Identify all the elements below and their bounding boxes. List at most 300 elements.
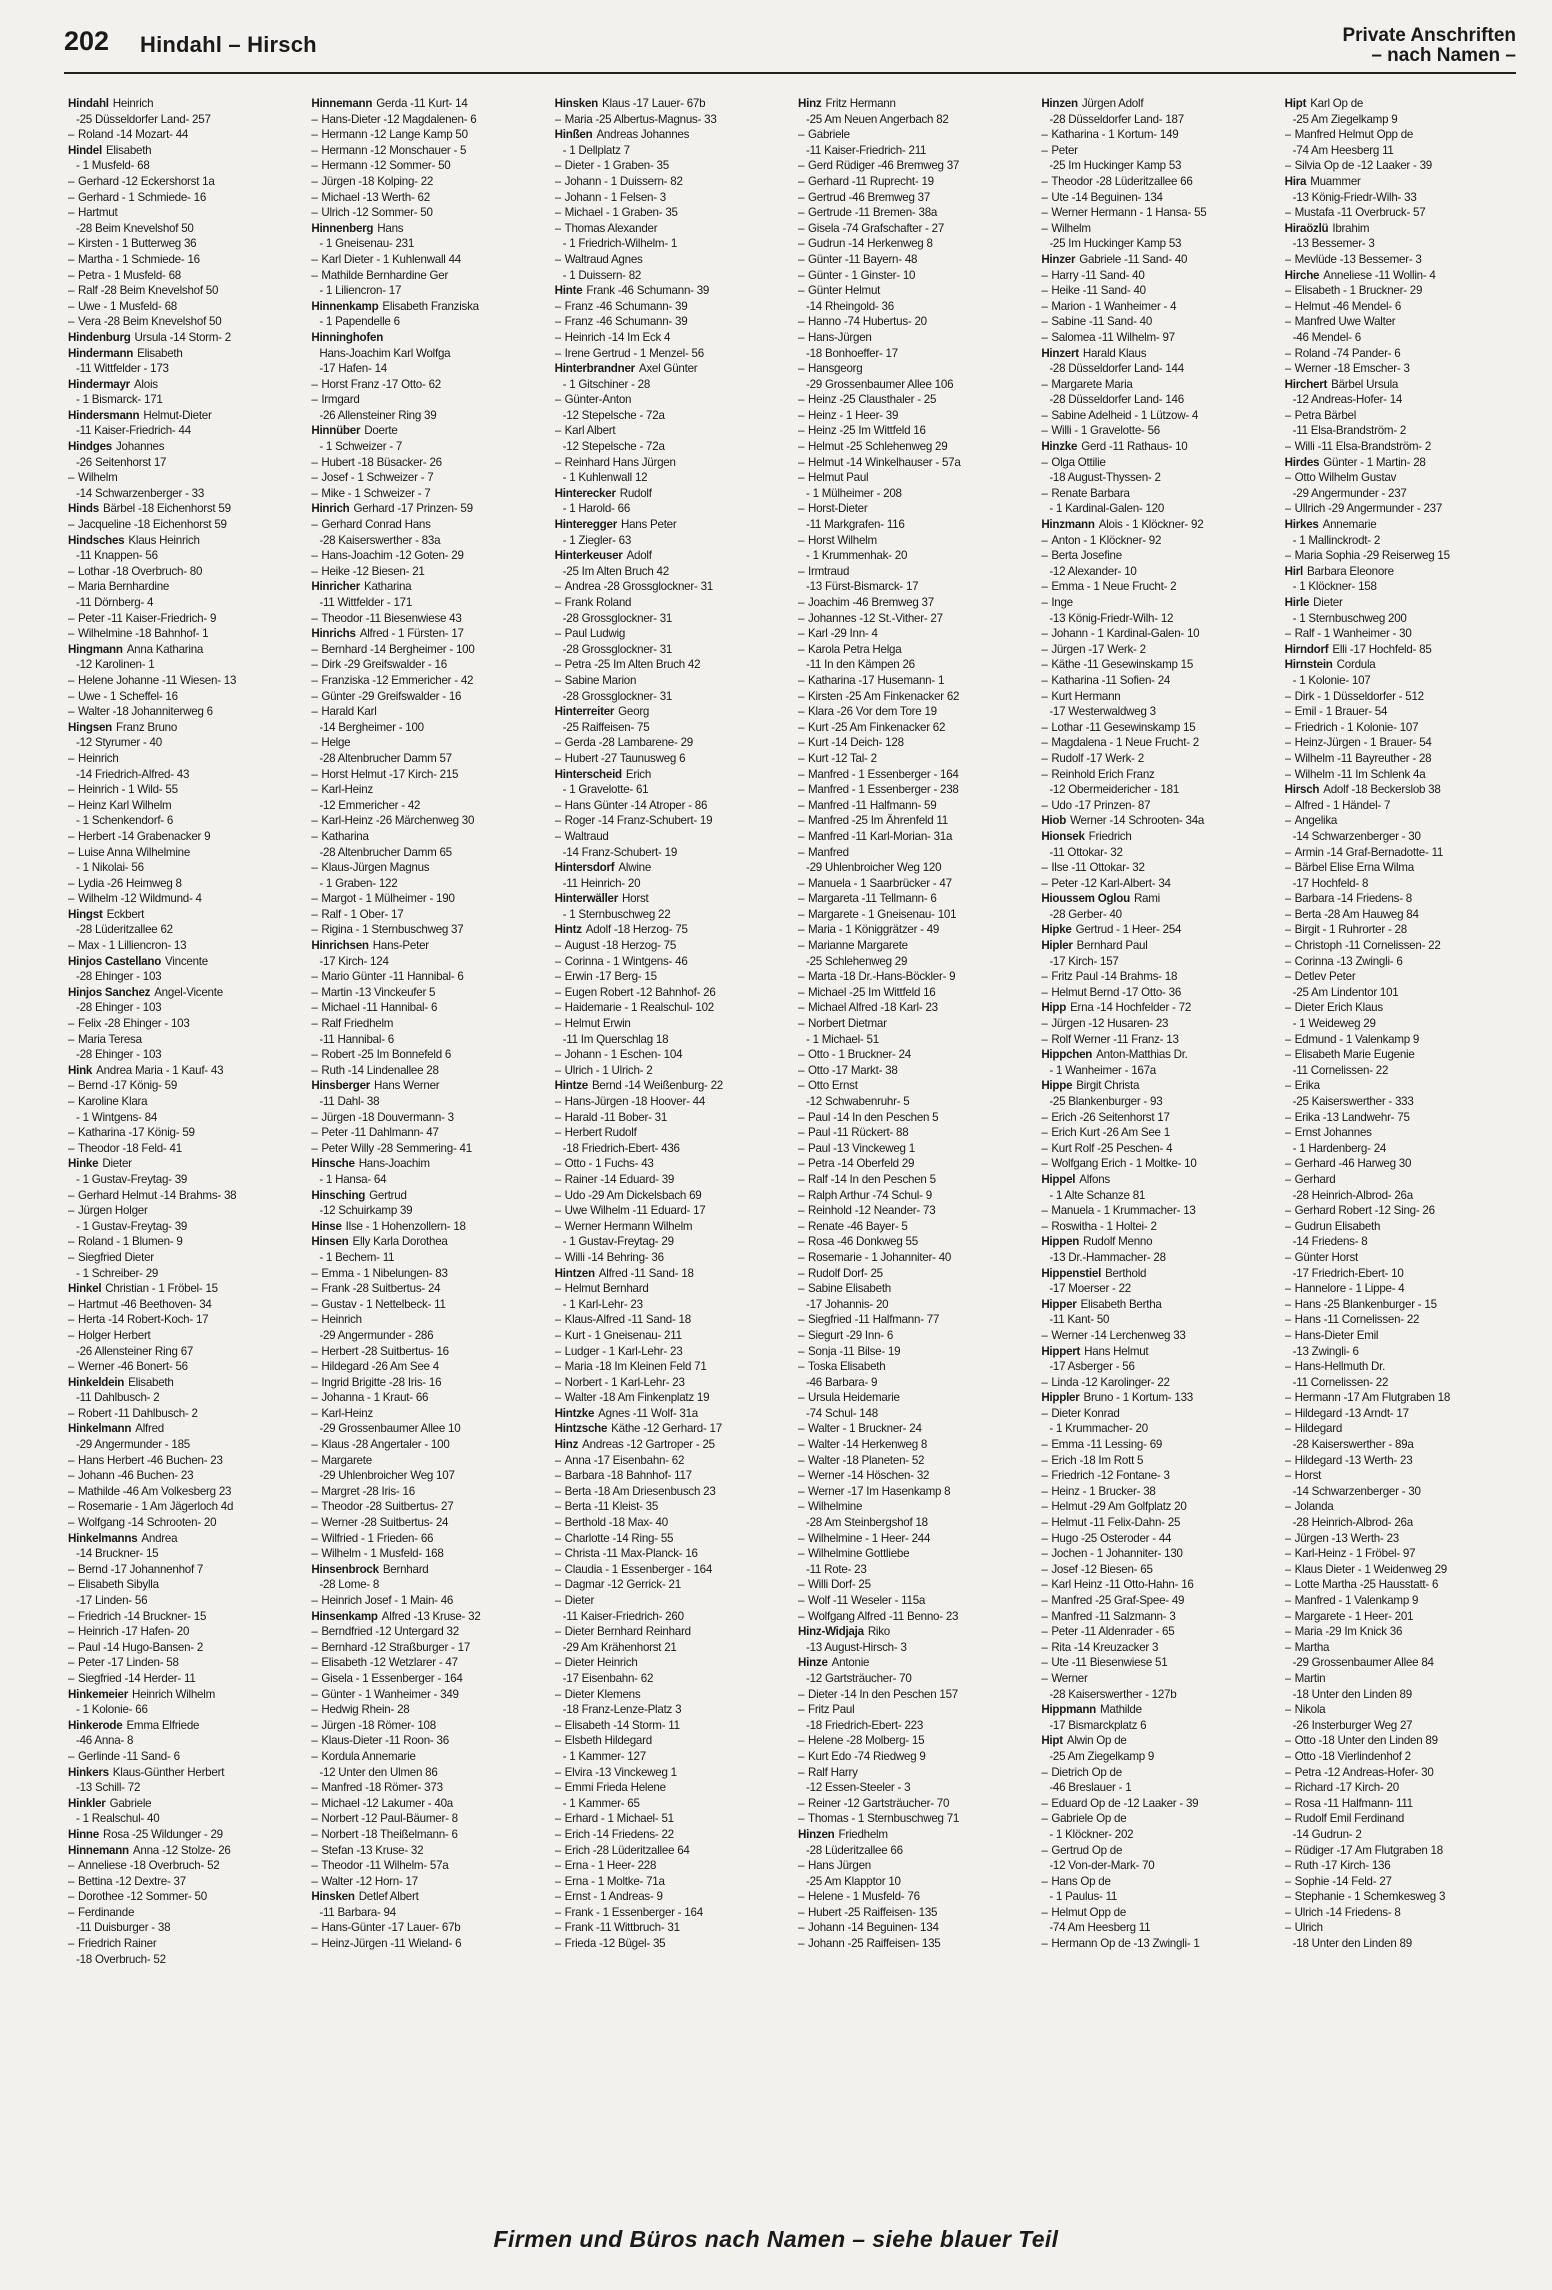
person-entry bbox=[555, 1390, 786, 1406]
dash-marker: – bbox=[1284, 1890, 1291, 1904]
dash-marker: – bbox=[311, 1063, 318, 1077]
entry-text: Berthold bbox=[1105, 1266, 1147, 1280]
dash-marker: – bbox=[554, 393, 561, 407]
entry-text: Heinrich bbox=[321, 1313, 362, 1327]
dash-marker: – bbox=[1284, 1921, 1291, 1935]
address-line: -25 Am Ziegelkamp 9 bbox=[1049, 1749, 1155, 1763]
address-line: -28 Heinrich-Albrod- 26a bbox=[1292, 1188, 1413, 1202]
person-entry bbox=[311, 1655, 542, 1671]
surname-entry bbox=[311, 1889, 542, 1905]
dash-marker: – bbox=[68, 1874, 75, 1888]
dash-marker: – bbox=[1284, 970, 1291, 984]
address-line: -28 Kaiserswerther - 127b bbox=[1049, 1687, 1177, 1701]
entry-text: Margarete - 1 Heer- 201 bbox=[1294, 1609, 1414, 1623]
dash-marker: – bbox=[1041, 1547, 1048, 1561]
entry-text: Erwin -17 Berg- 15 bbox=[564, 970, 657, 984]
person-entry bbox=[311, 1047, 542, 1063]
dash-marker: – bbox=[1041, 1562, 1048, 1576]
address-line: - 1 Papendelle 6 bbox=[319, 315, 400, 329]
dash-marker: – bbox=[311, 252, 318, 266]
entry-text: Peter -17 Linden- 58 bbox=[78, 1656, 179, 1670]
dash-marker: – bbox=[1041, 1609, 1048, 1623]
dash-marker: – bbox=[797, 1703, 805, 1717]
person-entry bbox=[1285, 1874, 1516, 1890]
person-entry bbox=[311, 922, 542, 938]
entry-text: Otto Wilhelm Gustav bbox=[1294, 471, 1397, 485]
surname: Hirkes bbox=[1284, 518, 1319, 532]
address-line: -17 Westerwaldweg 3 bbox=[1049, 705, 1156, 719]
person-entry bbox=[68, 611, 299, 627]
person-entry bbox=[311, 1125, 542, 1141]
address-line: - 1 Alte Schanze 81 bbox=[1049, 1188, 1146, 1202]
person-entry bbox=[798, 1531, 1029, 1547]
person-entry bbox=[1285, 1359, 1516, 1375]
dash-marker: – bbox=[797, 564, 805, 578]
person-entry bbox=[311, 1016, 542, 1032]
entry-text: Franz -46 Schumann- 39 bbox=[564, 299, 688, 313]
dash-marker: – bbox=[1041, 284, 1048, 298]
person-entry bbox=[311, 1344, 542, 1360]
dash-marker: – bbox=[797, 1328, 805, 1342]
entry-text: Bärbel Ursula bbox=[1331, 377, 1399, 391]
entry-text: Andreas -12 Gartroper - 25 bbox=[582, 1438, 715, 1452]
entry-text: Robert -25 Im Bonnefeld 6 bbox=[321, 1048, 452, 1062]
dash-marker: – bbox=[68, 1516, 75, 1530]
surname: Hingmann bbox=[68, 642, 123, 656]
entry-text: Theodor -28 Suitbertus- 27 bbox=[321, 1500, 454, 1514]
dash-marker: – bbox=[68, 174, 75, 188]
surname: Hindermayr bbox=[68, 377, 130, 391]
surname-entry bbox=[68, 907, 299, 923]
person-entry bbox=[555, 190, 786, 206]
dash-marker: – bbox=[554, 1204, 561, 1218]
person-entry bbox=[311, 1702, 542, 1718]
surname: Hinninghofen bbox=[311, 330, 384, 344]
dash-marker: – bbox=[554, 206, 561, 220]
surname-entry bbox=[68, 1765, 299, 1781]
dash-marker: – bbox=[68, 1640, 75, 1654]
entry-text: Uwe - 1 Musfeld- 68 bbox=[78, 299, 177, 313]
surname-entry bbox=[68, 96, 299, 112]
entry-text: Rudolf bbox=[619, 486, 652, 500]
dash-marker: – bbox=[797, 720, 805, 734]
person-entry bbox=[555, 112, 786, 128]
dash-marker: – bbox=[554, 330, 561, 344]
entry-text: Jürgen -17 Werk- 2 bbox=[1051, 642, 1146, 656]
surname: Hirsch bbox=[1284, 783, 1320, 797]
entry-text: Alfred - 1 Händel- 7 bbox=[1294, 798, 1391, 812]
dash-marker: – bbox=[797, 611, 805, 625]
entry-text: Kurt - 1 Gneisenau- 211 bbox=[564, 1328, 682, 1342]
person-entry bbox=[311, 1718, 542, 1734]
person-entry bbox=[1041, 1437, 1272, 1453]
person-entry bbox=[68, 314, 299, 330]
entry-text: Ruth -14 Lindenallee 28 bbox=[321, 1063, 439, 1077]
person-entry bbox=[68, 1078, 299, 1094]
entry-text: Claudia - 1 Essenberger - 164 bbox=[564, 1562, 713, 1576]
dash-marker: – bbox=[311, 393, 318, 407]
entry-text: Irmgard bbox=[321, 393, 360, 407]
surname-entry bbox=[798, 1827, 1029, 1843]
address-line: -28 Lome- 8 bbox=[319, 1578, 380, 1592]
dash-marker: – bbox=[1284, 1219, 1291, 1233]
person-entry bbox=[1285, 735, 1516, 751]
entry-text: Manfred -11 Halfmann- 59 bbox=[807, 798, 937, 812]
dash-marker: – bbox=[797, 128, 805, 142]
person-entry bbox=[798, 876, 1029, 892]
person-entry bbox=[1041, 1593, 1272, 1609]
person-entry bbox=[798, 1016, 1029, 1032]
entry-text: Dieter Klemens bbox=[564, 1687, 641, 1701]
person-entry bbox=[1285, 1000, 1516, 1016]
dash-marker: – bbox=[311, 1344, 318, 1358]
person-entry bbox=[311, 564, 542, 580]
entry-text: Karl Dieter - 1 Kuhlenwall 44 bbox=[321, 252, 462, 266]
dash-marker: – bbox=[797, 237, 805, 251]
person-entry bbox=[798, 1281, 1029, 1297]
entry-text: Anna -12 Stolze- 26 bbox=[132, 1843, 231, 1857]
dash-marker: – bbox=[554, 1547, 561, 1561]
dash-marker: – bbox=[68, 1297, 75, 1311]
dash-marker: – bbox=[797, 985, 805, 999]
address-line: -12 Gartsträucher- 70 bbox=[805, 1671, 912, 1685]
entry-text: Rosa -46 Donkweg 55 bbox=[807, 1235, 918, 1249]
person-entry bbox=[798, 1905, 1029, 1921]
person-entry bbox=[311, 611, 542, 627]
person-entry bbox=[1285, 1624, 1516, 1640]
entry-text: Bernhard -14 Bergheimer - 100 bbox=[321, 642, 475, 656]
person-entry bbox=[311, 891, 542, 907]
entry-text: Gerd Rüdiger -46 Bremweg 37 bbox=[807, 159, 960, 173]
person-entry bbox=[68, 1749, 299, 1765]
dash-marker: – bbox=[797, 1749, 805, 1763]
directory-column bbox=[1041, 96, 1272, 2216]
entry-text: Willi Dorf- 25 bbox=[807, 1578, 871, 1592]
surname: Hipt bbox=[1284, 97, 1307, 110]
address-line: -29 Am Krähenhorst 21 bbox=[562, 1640, 677, 1654]
surname-entry bbox=[311, 501, 542, 517]
dash-marker: – bbox=[311, 1734, 318, 1748]
entry-text: Werner -28 Suitbertus- 24 bbox=[321, 1516, 449, 1530]
entry-text: Friedrich -12 Fontane- 3 bbox=[1051, 1469, 1170, 1483]
entry-text: Andrea Maria - 1 Kauf- 43 bbox=[96, 1063, 224, 1077]
surname-entry bbox=[311, 1562, 542, 1578]
dash-marker: – bbox=[1284, 767, 1291, 781]
entry-text: Wolfgang Erich - 1 Moltke- 10 bbox=[1051, 1157, 1197, 1171]
entry-text: Alwine bbox=[618, 861, 652, 875]
entry-text: Siegurt -29 Inn- 6 bbox=[807, 1328, 894, 1342]
surname: Hinricher bbox=[311, 580, 360, 594]
dash-marker: – bbox=[311, 1937, 318, 1951]
surname: Hinnemann bbox=[68, 1843, 129, 1857]
person-entry bbox=[798, 798, 1029, 814]
entry-text: Erika -13 Landwehr- 75 bbox=[1294, 1110, 1410, 1124]
entry-text: Wolf -11 Weseler - 115a bbox=[807, 1594, 926, 1607]
person-entry bbox=[798, 922, 1029, 938]
dash-marker: – bbox=[797, 673, 805, 687]
surname: Hinnüber bbox=[311, 424, 361, 438]
entry-text: Wilhelmine Gottliebe bbox=[807, 1547, 910, 1561]
address-line: - 1 Krummacher- 20 bbox=[1049, 1422, 1148, 1436]
person-entry bbox=[1285, 689, 1516, 705]
entry-text: Lotte Martha -25 Hausstatt- 6 bbox=[1294, 1578, 1439, 1592]
entry-text: Johann -46 Buchen- 23 bbox=[78, 1469, 194, 1483]
person-entry bbox=[1285, 439, 1516, 455]
entry-text: Marion - 1 Wanheimer - 4 bbox=[1051, 299, 1177, 313]
address-line: -28 Altenbrucher Damm 57 bbox=[319, 751, 452, 765]
entry-text: Otto Ernst bbox=[807, 1079, 858, 1093]
dash-marker: – bbox=[797, 596, 805, 609]
person-entry bbox=[1285, 501, 1516, 517]
person-entry bbox=[798, 1390, 1029, 1406]
dash-marker: – bbox=[311, 1017, 318, 1031]
entry-text: Otto - 1 Bruckner- 24 bbox=[807, 1048, 911, 1062]
surname-entry bbox=[311, 1219, 542, 1235]
address-line: -11 Cornelissen- 22 bbox=[1292, 1375, 1389, 1389]
surname-entry bbox=[555, 548, 786, 564]
dash-marker: – bbox=[1284, 1282, 1291, 1296]
entry-text: Stefan -13 Kruse- 32 bbox=[321, 1843, 424, 1857]
address-line: -28 Ehinger - 103 bbox=[76, 1001, 162, 1015]
dash-marker: – bbox=[797, 783, 805, 797]
address-line: - 1 Klöckner- 158 bbox=[1292, 580, 1377, 594]
entry-text: Sophie -14 Feld- 27 bbox=[1294, 1874, 1392, 1888]
entry-text: Hermann -12 Sommer- 50 bbox=[321, 159, 451, 173]
person-entry bbox=[798, 1468, 1029, 1484]
dash-marker: – bbox=[1041, 1484, 1048, 1498]
address-line: -14 Friedens- 8 bbox=[1292, 1235, 1368, 1249]
surname-entry bbox=[68, 346, 299, 362]
address-line: -12 Andreas-Hofer- 14 bbox=[1292, 393, 1403, 407]
dash-marker: – bbox=[68, 206, 75, 220]
surname: Hintz bbox=[554, 923, 582, 937]
dash-marker: – bbox=[554, 1516, 561, 1530]
person-entry bbox=[1041, 735, 1272, 751]
address-line: -11 Kaiser-Friedrich- 260 bbox=[562, 1609, 684, 1623]
person-entry bbox=[68, 626, 299, 642]
person-entry bbox=[798, 938, 1029, 954]
person-entry bbox=[1041, 548, 1272, 564]
dash-marker: – bbox=[797, 1250, 805, 1264]
dash-marker: – bbox=[1041, 1219, 1048, 1233]
dash-marker: – bbox=[1284, 1578, 1291, 1592]
dash-marker: – bbox=[1284, 954, 1291, 968]
entry-text: Walter -12 Horn- 17 bbox=[321, 1874, 418, 1888]
person-entry bbox=[311, 455, 542, 471]
dash-marker: – bbox=[68, 845, 75, 859]
person-entry bbox=[311, 1359, 542, 1375]
entry-text: Frieda -12 Bügel- 35 bbox=[564, 1937, 666, 1951]
person-entry bbox=[798, 1219, 1029, 1235]
address-line: -12 Unter den Ulmen 86 bbox=[319, 1765, 438, 1779]
person-entry bbox=[555, 1172, 786, 1188]
entry-text: Heinz-Jürgen - 1 Brauer- 54 bbox=[1294, 736, 1432, 750]
entry-text: Hermann -12 Monschauer - 5 bbox=[321, 143, 467, 157]
dash-marker: – bbox=[68, 876, 75, 890]
person-entry bbox=[68, 689, 299, 705]
entry-text: Hans bbox=[377, 221, 404, 235]
entry-text: Dieter - 1 Graben- 35 bbox=[564, 159, 669, 173]
address-line: -17 Friedrich-Ebert- 10 bbox=[1292, 1266, 1404, 1280]
person-entry bbox=[1041, 330, 1272, 346]
entry-text: Horst bbox=[1294, 1469, 1322, 1483]
entry-text: Norbert Dietmar bbox=[807, 1017, 887, 1031]
dash-marker: – bbox=[797, 284, 805, 298]
entry-text: Karl Albert bbox=[564, 424, 616, 438]
entry-text: Herbert -14 Grabenacker 9 bbox=[78, 829, 211, 843]
entry-text: Marianne Margarete bbox=[807, 939, 908, 953]
dash-marker: – bbox=[311, 1921, 318, 1935]
person-entry bbox=[798, 1266, 1029, 1282]
entry-text: Werner -18 Emscher- 3 bbox=[1294, 362, 1410, 376]
surname-entry bbox=[1041, 252, 1272, 268]
entry-text: Walter -14 Herkenweg 8 bbox=[807, 1438, 928, 1452]
entry-text: Ulrich bbox=[1294, 1921, 1323, 1935]
entry-text: Helmut Bernd -17 Otto- 36 bbox=[1051, 985, 1182, 999]
entry-text: Elli -17 Hochfeld- 85 bbox=[1332, 642, 1432, 656]
entry-text: Agnes -11 Wolf- 31a bbox=[598, 1406, 699, 1420]
dash-marker: – bbox=[797, 1422, 805, 1436]
dash-marker: – bbox=[1041, 1671, 1048, 1685]
surname: Hindermann bbox=[68, 346, 134, 360]
surname: Hipt bbox=[1041, 1734, 1063, 1748]
person-entry bbox=[311, 252, 542, 268]
entry-text: Gerhard bbox=[1294, 1172, 1336, 1186]
entry-text: Günter - 1 Martin- 28 bbox=[1323, 455, 1426, 469]
entry-text: Berthold -18 Max- 40 bbox=[564, 1516, 668, 1530]
entry-text: Gertrud - 1 Heer- 254 bbox=[1075, 923, 1182, 937]
address-line: -25 Am Neuen Angerbach 82 bbox=[805, 112, 949, 126]
entry-text: Nikola bbox=[1294, 1703, 1326, 1717]
entry-text: Margarete - 1 Gneisenau- 101 bbox=[807, 907, 957, 921]
entry-text: Theodor -11 Wilhelm- 57a bbox=[321, 1859, 449, 1873]
person-entry bbox=[311, 127, 542, 143]
person-entry bbox=[798, 1141, 1029, 1157]
dash-marker: – bbox=[797, 440, 805, 454]
person-entry bbox=[1041, 1375, 1272, 1391]
surname: Hinzert bbox=[1041, 346, 1079, 360]
dash-marker: – bbox=[1284, 939, 1291, 953]
dash-marker: – bbox=[311, 1531, 318, 1545]
dash-marker: – bbox=[554, 985, 561, 999]
dash-marker: – bbox=[311, 1703, 318, 1717]
dash-marker: – bbox=[797, 408, 805, 422]
person-entry bbox=[798, 408, 1029, 424]
person-entry bbox=[1041, 1141, 1272, 1157]
person-entry bbox=[798, 1453, 1029, 1469]
surname-entry bbox=[68, 501, 299, 517]
entry-text: Werner -14 Lerchenweg 33 bbox=[1051, 1328, 1186, 1342]
entry-text: Andrea -28 Grossglockner- 31 bbox=[564, 580, 713, 594]
person-entry bbox=[1285, 1531, 1516, 1547]
dash-marker: – bbox=[797, 315, 805, 329]
person-entry bbox=[555, 1874, 786, 1890]
surname-entry bbox=[555, 922, 786, 938]
dash-marker: – bbox=[311, 1266, 318, 1280]
entry-text: Udo -17 Prinzen- 87 bbox=[1051, 798, 1151, 812]
dash-marker: – bbox=[797, 751, 805, 765]
person-entry bbox=[1041, 423, 1272, 439]
entry-text: Rigina - 1 Sternbuschweg 37 bbox=[321, 923, 464, 937]
address-line: -12 Karolinen- 1 bbox=[76, 658, 155, 672]
entry-text: Sabine Elisabeth bbox=[807, 1282, 891, 1296]
address-line: -25 Im Alten Bruch 42 bbox=[562, 564, 669, 578]
person-entry bbox=[1285, 1421, 1516, 1437]
dash-marker: – bbox=[797, 829, 805, 843]
person-entry bbox=[1041, 1936, 1272, 1952]
dash-marker: – bbox=[1041, 315, 1048, 329]
dash-marker: – bbox=[1041, 1438, 1048, 1452]
dash-marker: – bbox=[68, 673, 75, 687]
dash-marker: – bbox=[797, 533, 805, 547]
person-entry bbox=[1041, 1016, 1272, 1032]
entry-text: Irene Gertrud - 1 Menzel- 56 bbox=[564, 346, 704, 360]
entry-text: Irmtraud bbox=[807, 564, 850, 578]
dash-marker: – bbox=[554, 1874, 561, 1888]
entry-text: Sabine Adelheid - 1 Lützow- 4 bbox=[1051, 408, 1199, 422]
dash-marker: – bbox=[797, 1079, 805, 1093]
entry-text: Wilhelm - 1 Musfeld- 168 bbox=[321, 1547, 444, 1561]
surname: Hindahl bbox=[68, 97, 109, 110]
entry-text: Michael -11 Hannibal- 6 bbox=[321, 1001, 438, 1015]
person-entry bbox=[555, 813, 786, 829]
entry-text: Klaus-Dieter -11 Roon- 36 bbox=[321, 1734, 449, 1748]
dash-marker: – bbox=[1041, 861, 1048, 875]
entry-text: Berta -28 Am Hauweg 84 bbox=[1294, 907, 1419, 921]
dash-marker: – bbox=[1284, 923, 1291, 937]
dash-marker: – bbox=[311, 1406, 318, 1420]
entry-text: Emma Elfriede bbox=[126, 1718, 200, 1732]
dash-marker: – bbox=[1041, 174, 1048, 188]
entry-text: Reinhard Hans Jürgen bbox=[564, 455, 676, 469]
surname: Hinterwäller bbox=[554, 892, 619, 906]
person-entry bbox=[798, 283, 1029, 299]
person-entry bbox=[68, 299, 299, 315]
surname-entry bbox=[555, 767, 786, 783]
entry-text: Gabriele -11 Sand- 40 bbox=[1079, 252, 1188, 266]
person-entry bbox=[1285, 1172, 1516, 1188]
address-line: -28 Kaiserswerther - 89a bbox=[1292, 1438, 1414, 1452]
entry-text: Manfred bbox=[807, 845, 849, 859]
dash-marker: – bbox=[1041, 221, 1048, 235]
address-line: - 1 Kammer- 65 bbox=[562, 1796, 640, 1810]
entry-text: Rolf Werner -11 Franz- 13 bbox=[1051, 1032, 1179, 1046]
person-entry bbox=[1285, 1499, 1516, 1515]
dash-marker: – bbox=[311, 1313, 318, 1327]
entry-text: Renate Barbara bbox=[1051, 486, 1130, 500]
address-line: - 1 Gravelotte- 61 bbox=[562, 783, 649, 797]
entry-text: Hildegard -13 Werth- 23 bbox=[1294, 1453, 1413, 1467]
address-line: -17 Kirch- 124 bbox=[319, 954, 389, 968]
address-line: -11 Wittfelder - 171 bbox=[319, 596, 413, 609]
dash-marker: – bbox=[1284, 471, 1291, 485]
entry-text: Waltraud bbox=[564, 829, 609, 843]
entry-text: Georg bbox=[618, 705, 650, 719]
person-entry bbox=[1041, 1032, 1272, 1048]
dash-marker: – bbox=[797, 892, 805, 906]
dash-marker: – bbox=[68, 268, 75, 282]
person-entry bbox=[798, 1188, 1029, 1204]
entry-text: Elly Karla Dorothea bbox=[352, 1235, 448, 1249]
entry-text: Willi -11 Elsa-Brandström- 2 bbox=[1294, 440, 1432, 454]
surname: Hinsche bbox=[311, 1157, 355, 1171]
person-entry bbox=[1285, 1047, 1516, 1063]
dash-marker: – bbox=[311, 564, 318, 578]
surname: Hinrichsen bbox=[311, 939, 369, 953]
entry-text: Emmi Frieda Helene bbox=[564, 1781, 666, 1795]
dash-marker: – bbox=[68, 1469, 75, 1483]
surname: Hioussem Oglou bbox=[1041, 892, 1130, 906]
